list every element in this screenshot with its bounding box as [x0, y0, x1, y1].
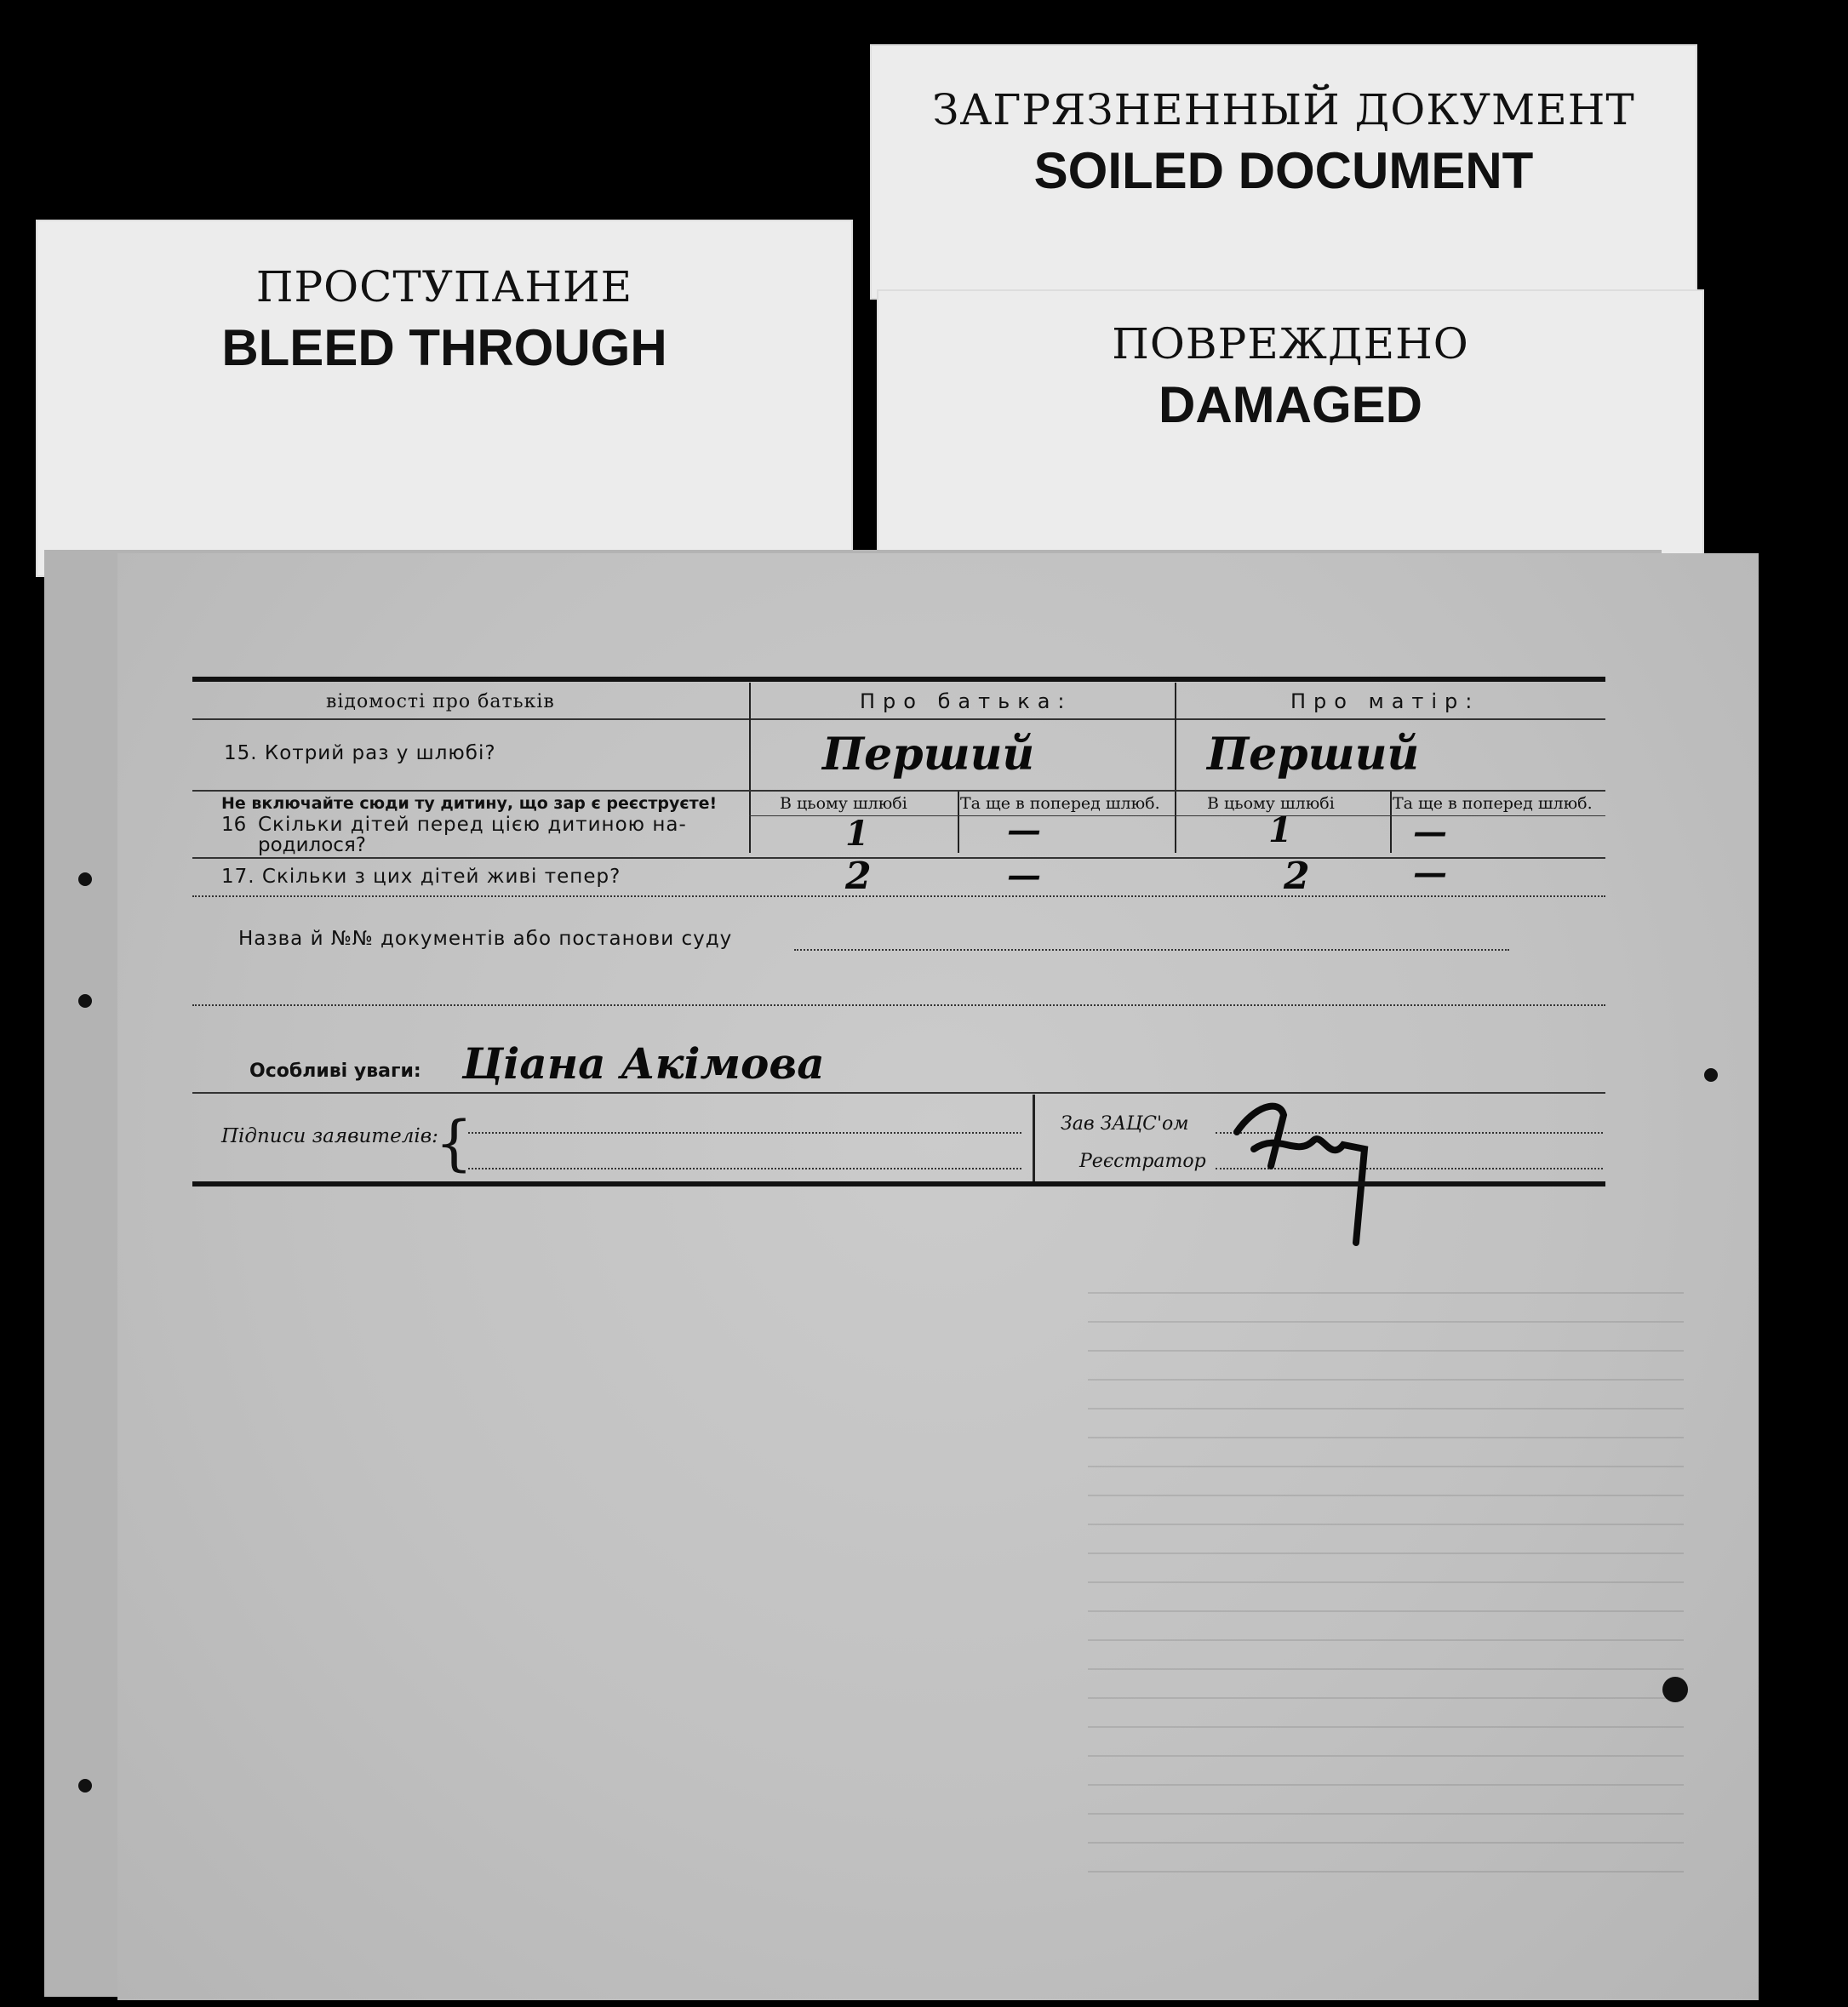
documents-line-2: [192, 1004, 1605, 1006]
q17-mother-prev: —: [1413, 853, 1447, 893]
q15-label: 15. Котрий раз у шлюбі?: [224, 742, 496, 764]
q15-father-value: Перший: [822, 729, 1035, 780]
col-divider-mother-sub: [1390, 792, 1392, 853]
signature-line-2: [468, 1168, 1021, 1169]
signature-line-1: [468, 1132, 1021, 1134]
q16-note: Не включайте сюди ту дитину, що зар є реєструєте!: [221, 794, 718, 813]
q16-mother-prev: —: [1413, 812, 1447, 852]
damaged-label-en: DAMAGED: [1159, 376, 1422, 433]
damaged-label: [877, 289, 1704, 579]
special-notes-divider: [192, 1092, 1605, 1094]
father-col-this-marriage: В цьому шлюбі: [780, 794, 907, 813]
top-rule: [192, 677, 1605, 682]
q15-divider: [192, 790, 1605, 792]
father-col-prev-marriage: Та ще в поперед шлюб.: [960, 794, 1160, 813]
bleed-through-label: [36, 220, 853, 577]
registrar-signature: [1220, 1081, 1390, 1251]
signatures-label: Підписи заявителів:: [221, 1125, 438, 1147]
signature-divider: [1033, 1095, 1035, 1184]
header-divider: [192, 718, 1605, 720]
paper-hole: [1704, 1068, 1718, 1082]
q15-mother-value: Перший: [1207, 729, 1420, 780]
documents-label: Назва й №№ документів або постанови суду: [238, 928, 733, 950]
q17-label: 17. Скільки з цих дітей живі тепер?: [221, 866, 621, 888]
bleed-label-ru: ПРОСТУПАНИЕ: [255, 262, 633, 312]
subheader-divider: [749, 815, 1605, 816]
about-father-header: Про батька:: [860, 689, 1073, 713]
q16-divider: [192, 857, 1605, 859]
registrar-head-label: Зав ЗАЦС'ом: [1061, 1113, 1189, 1135]
q16-number: 16: [221, 814, 247, 836]
q16-father-this: 1: [845, 814, 869, 854]
damaged-label-ru: ПОВРЕЖДЕНО: [1112, 319, 1469, 369]
mother-col-prev-marriage: Та ще в поперед шлюб.: [1393, 794, 1593, 813]
registrar-label: Реєстратор: [1079, 1151, 1206, 1172]
q16-label-line2: родилося?: [258, 834, 366, 856]
soiled-label-ru: ЗАГРЯЗНЕННЫЙ ДОКУМЕНТ: [932, 85, 1635, 134]
signatures-brace: {: [435, 1108, 473, 1178]
about-mother-header: Про матір:: [1290, 689, 1480, 713]
parents-info-header: відомості про батьків: [326, 691, 555, 712]
paper-hole: [78, 994, 92, 1008]
special-notes-label: Особливі уваги:: [249, 1061, 421, 1082]
paper-hole: [78, 872, 92, 886]
q16-mother-this: 1: [1268, 810, 1292, 850]
col-divider-father: [749, 683, 751, 853]
bleed-label-en: BLEED THROUGH: [221, 319, 667, 376]
q17-mother-this: 2: [1284, 855, 1310, 898]
q17-divider: [192, 895, 1605, 897]
soiled-label-en: SOILED DOCUMENT: [1033, 142, 1534, 199]
q16-label-line1: Скільки дітей перед цією дитиною на-: [258, 814, 687, 836]
special-notes-value: Ціана Акімова: [462, 1038, 825, 1089]
record-form-page: [117, 553, 1759, 2000]
soiled-document-label: [870, 44, 1697, 300]
q17-father-this: 2: [845, 855, 872, 898]
q17-father-prev: —: [1007, 855, 1041, 895]
q16-father-prev: —: [1007, 810, 1041, 850]
documents-line-1: [794, 949, 1509, 951]
col-divider-mother: [1175, 683, 1176, 853]
col-divider-father-sub: [958, 792, 959, 853]
bottom-rule: [192, 1181, 1605, 1186]
paper-hole: [1662, 1677, 1688, 1702]
paper-hole: [78, 1779, 92, 1793]
mother-col-this-marriage: В цьому шлюбі: [1207, 794, 1335, 813]
bleed-through-ghost: [1088, 1277, 1684, 1873]
